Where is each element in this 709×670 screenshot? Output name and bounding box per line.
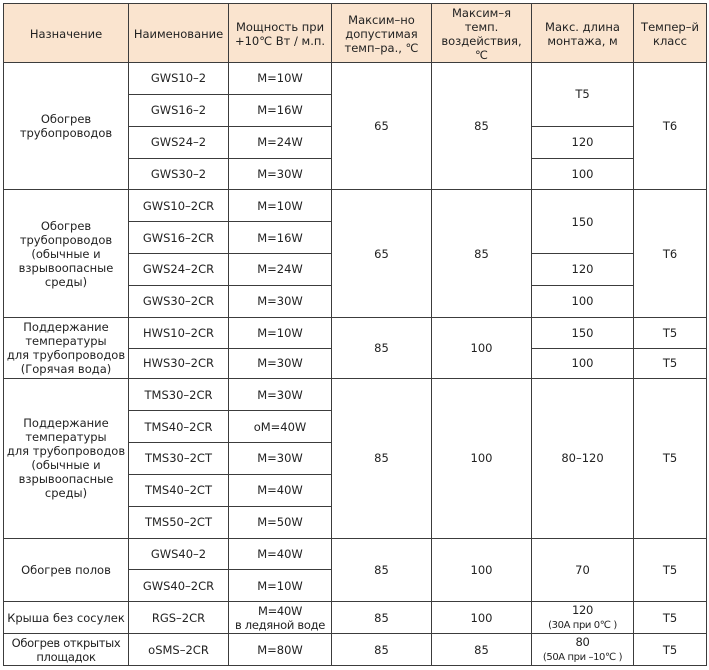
- max-exposure-cell: 100: [432, 538, 532, 602]
- power-cell: M=30W: [229, 379, 332, 411]
- product-name-cell: GWS40–2: [129, 538, 229, 570]
- power-cell: M=80W: [229, 634, 332, 666]
- product-name-cell: GWS40–2CR: [129, 570, 229, 602]
- power-cell: M=10W: [229, 63, 332, 95]
- purpose-cell: Поддержание температуры для трубопроводов (Горячая вода): [4, 317, 129, 379]
- power-cell: M=40W: [229, 538, 332, 570]
- max-exposure-cell: 100: [432, 602, 532, 634]
- max-length-cell: T5: [532, 63, 634, 127]
- max-length-note: (30A при 0℃ ): [548, 619, 617, 631]
- product-name-cell: HWS10–2CR: [129, 317, 229, 348]
- product-name-cell: oSMS–2CR: [129, 634, 229, 666]
- power-cell: M=24W: [229, 254, 332, 286]
- temp-class-cell: T5: [634, 634, 707, 666]
- power-cell: M=50W: [229, 506, 332, 538]
- power-cell: M=30W: [229, 285, 332, 317]
- purpose-cell: Поддержание температуры для трубопроводов (обычные и взрывоопасные среды): [4, 379, 129, 538]
- power-cell: oM=40W: [229, 411, 332, 443]
- col-power-header: Мощность при +10℃ Вт / м.п.: [229, 4, 332, 63]
- temp-class-cell: T6: [634, 63, 707, 190]
- max-length-note: (50A при –10℃ ): [542, 651, 623, 663]
- max-length-cell: 80–120: [532, 379, 634, 538]
- temp-class-cell: T6: [634, 190, 707, 317]
- max-temp-cell: 85: [332, 602, 432, 634]
- product-name-cell: TMS30–2CT: [129, 443, 229, 475]
- max-length-cell: 100: [532, 348, 634, 379]
- max-exposure-cell: 85: [432, 63, 532, 190]
- purpose-cell: Обогрев трубопроводов (обычные и взрывоопасные среды): [4, 190, 129, 317]
- max-length-value: 120: [571, 602, 594, 617]
- max-length-cell: 150: [532, 190, 634, 254]
- max-temp-cell: 65: [332, 63, 432, 190]
- product-name-cell: GWS30–2CR: [129, 285, 229, 317]
- table-row: [4, 379, 707, 411]
- temp-class-cell: T5: [634, 379, 707, 538]
- table-row: [4, 538, 707, 570]
- product-name-cell: RGS–2CR: [129, 602, 229, 634]
- max-length-cell: 100: [532, 285, 634, 317]
- product-name-cell: TMS40–2CT: [129, 474, 229, 506]
- product-name-cell: GWS16–2CR: [129, 222, 229, 254]
- table-row: [4, 634, 707, 666]
- header-row: [4, 4, 707, 63]
- power-cell: M=30W: [229, 348, 332, 379]
- purpose-cell: Крыша без сосулек: [4, 602, 129, 634]
- table-row: [4, 190, 707, 222]
- product-name-cell: HWS30–2CR: [129, 348, 229, 379]
- power-cell: M=10W: [229, 317, 332, 348]
- product-name-cell: TMS50–2CT: [129, 506, 229, 538]
- product-name-cell: GWS10–2CR: [129, 190, 229, 222]
- power-cell: M=10W: [229, 190, 332, 222]
- max-temp-cell: 85: [332, 317, 432, 379]
- purpose-cell: Обогрев трубопроводов: [4, 63, 129, 190]
- max-length-cell: 120: [532, 254, 634, 286]
- col-max-temp-header: Максим–но допустимая темп–ра., ℃: [332, 4, 432, 63]
- max-temp-cell: 85: [332, 379, 432, 538]
- max-length-cell: 120: [532, 126, 634, 158]
- max-exposure-cell: 100: [432, 317, 532, 379]
- spec-table: [3, 3, 707, 666]
- purpose-cell: Обогрев открытых площадок: [4, 634, 129, 666]
- col-max-length-header: Макс. длина монтажа, м: [532, 4, 634, 63]
- max-length-cell: [532, 634, 634, 666]
- power-cell: M=40W в ледяной воде: [229, 602, 332, 634]
- max-length-value: 80: [575, 634, 590, 649]
- power-cell: M=16W: [229, 94, 332, 126]
- product-name-cell: GWS16–2: [129, 94, 229, 126]
- col-max-exposure-header: Максим–я темп. воздействия, ℃: [432, 4, 532, 63]
- max-temp-cell: 85: [332, 634, 432, 666]
- power-cell: M=16W: [229, 222, 332, 254]
- max-length-cell: 70: [532, 538, 634, 602]
- table-row: [4, 317, 707, 348]
- product-name-cell: GWS10–2: [129, 63, 229, 95]
- power-cell: M=24W: [229, 126, 332, 158]
- purpose-cell: Обогрев полов: [4, 538, 129, 602]
- max-exposure-cell: 85: [432, 634, 532, 666]
- col-name-header: Наименование: [129, 4, 229, 63]
- max-length-cell: [532, 602, 634, 634]
- product-name-cell: GWS30–2: [129, 158, 229, 190]
- product-name-cell: TMS30–2CR: [129, 379, 229, 411]
- temp-class-cell: T5: [634, 538, 707, 602]
- product-name-cell: TMS40–2CR: [129, 411, 229, 443]
- product-name-cell: GWS24–2: [129, 126, 229, 158]
- power-cell: M=10W: [229, 570, 332, 602]
- max-temp-cell: 85: [332, 538, 432, 602]
- temp-class-cell: T5: [634, 602, 707, 634]
- table-row: [4, 602, 707, 634]
- product-name-cell: GWS24–2CR: [129, 254, 229, 286]
- temp-class-cell: T5: [634, 348, 707, 379]
- max-length-cell: 100: [532, 158, 634, 190]
- col-purpose-header: Назначение: [4, 4, 129, 63]
- max-exposure-cell: 100: [432, 379, 532, 538]
- col-temp-class-header: Темпер–й класс: [634, 4, 707, 63]
- max-length-cell: 150: [532, 317, 634, 348]
- max-exposure-cell: 85: [432, 190, 532, 317]
- power-cell: M=30W: [229, 443, 332, 475]
- table-row: [4, 63, 707, 95]
- power-cell: M=40W: [229, 474, 332, 506]
- temp-class-cell: T5: [634, 317, 707, 348]
- power-cell: M=30W: [229, 158, 332, 190]
- max-temp-cell: 65: [332, 190, 432, 317]
